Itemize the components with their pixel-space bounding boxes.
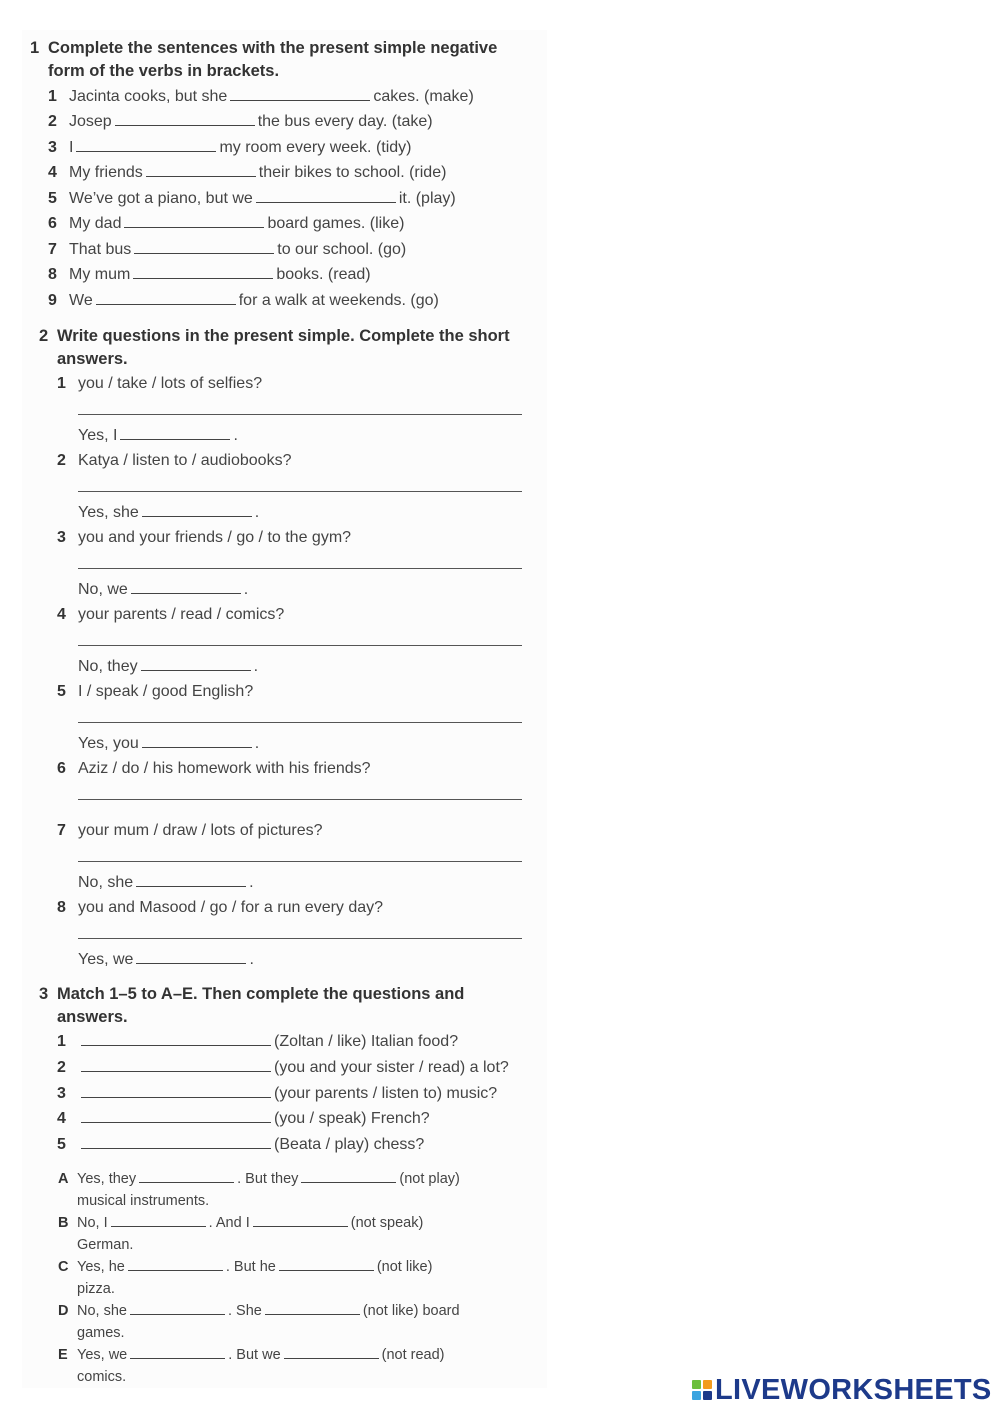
question-write-line[interactable]: [78, 414, 522, 415]
question-prompt: your mum / draw / lots of pictures?: [78, 822, 323, 839]
exercise-3-answer: [58, 1256, 433, 1300]
short-answer: [78, 656, 258, 677]
exercise-instruction: Match 1–5 to A–E. Then complete the questions and: [57, 985, 465, 1003]
exercise-2-question: [57, 759, 371, 779]
question-prompt: you and your friends / go / to the gym?: [78, 529, 352, 546]
answer-blank[interactable]: [120, 425, 230, 440]
answer-blank[interactable]: [136, 949, 246, 964]
answer-mid: . She: [227, 1303, 262, 1319]
answer-blank[interactable]: [81, 1057, 271, 1072]
question-write-line[interactable]: [78, 861, 522, 862]
item-number: 6: [48, 215, 57, 232]
answer-blank[interactable]: [76, 137, 216, 152]
item-number: 7: [57, 822, 66, 839]
logo-square-sky: [692, 1391, 701, 1400]
sentence-start: I: [69, 139, 74, 156]
short-answer-start: No, we: [78, 581, 128, 598]
exercise-1-title: [30, 37, 498, 83]
answer-blank[interactable]: [115, 111, 255, 126]
item-number: 2: [57, 452, 66, 469]
exercise-1-item: [48, 213, 404, 234]
full-stop: .: [254, 504, 260, 521]
answer-mid: . But they: [237, 1171, 299, 1187]
full-stop: .: [253, 658, 259, 675]
item-number: 3: [57, 1085, 66, 1102]
exercise-1-item: [48, 162, 446, 183]
sentence-end: to our school. (go): [277, 241, 407, 258]
exercise-3-answer: [58, 1212, 424, 1256]
question-prompt: (you and your sister / read) a lot?: [274, 1059, 509, 1076]
exercise-3-answer: [58, 1168, 460, 1212]
exercise-instruction: answers.: [57, 350, 128, 368]
exercise-1-item: [48, 188, 456, 209]
answer-line: [77, 1344, 445, 1366]
answer-end: (not speak): [350, 1215, 424, 1231]
answer-start: No, I: [77, 1215, 108, 1231]
exercise-1-item: [48, 239, 406, 260]
short-answer: [78, 502, 259, 523]
answer-start: Yes, he: [77, 1259, 125, 1275]
answer-blank[interactable]: [111, 1212, 206, 1227]
exercise-number: 1: [30, 39, 40, 57]
sentence-end: cakes. (make): [373, 88, 474, 105]
answer-end: (not like) board: [362, 1303, 460, 1319]
sentence-start: Josep: [69, 113, 112, 130]
question-prompt: you / take / lots of selfies?: [78, 375, 263, 392]
answer-blank[interactable]: [142, 502, 252, 517]
item-number: 1: [57, 375, 66, 392]
sentence-start: My dad: [69, 215, 122, 232]
item-number: 8: [57, 899, 66, 916]
exercise-2-question: [57, 451, 291, 471]
exercise-1-item: [48, 86, 474, 107]
exercise-3-title: [39, 983, 465, 1029]
answer-blank[interactable]: [124, 213, 264, 228]
exercise-number: 2: [39, 327, 49, 345]
question-write-line[interactable]: [78, 568, 522, 569]
item-number: 5: [48, 190, 57, 207]
answer-start: Yes, they: [77, 1171, 137, 1187]
exercise-3-answer: [58, 1344, 445, 1388]
answer-blank[interactable]: [146, 162, 256, 177]
short-answer: [78, 579, 248, 600]
answer-letter: E: [58, 1347, 68, 1363]
item-number: 8: [48, 266, 57, 283]
answer-blank[interactable]: [134, 239, 274, 254]
answer-blank[interactable]: [130, 1300, 225, 1315]
question-write-line[interactable]: [78, 938, 522, 939]
short-answer: [78, 733, 259, 754]
exercise-2-question: [57, 605, 284, 625]
answer-blank[interactable]: [230, 86, 370, 101]
exercise-3-question: [57, 1134, 424, 1155]
answer-blank[interactable]: [301, 1168, 396, 1183]
question-prompt: I / speak / good English?: [78, 683, 254, 700]
full-stop: .: [243, 581, 249, 598]
full-stop: .: [233, 427, 238, 444]
answer-blank[interactable]: [284, 1344, 379, 1359]
answer-line: [77, 1256, 432, 1278]
item-number: 4: [57, 1110, 66, 1127]
exercise-3-question: [57, 1031, 458, 1052]
short-answer: [78, 425, 238, 446]
question-write-line[interactable]: [78, 722, 522, 723]
item-number: 5: [57, 1136, 66, 1153]
answer-blank[interactable]: [265, 1300, 360, 1315]
question-prompt: Aziz / do / his homework with his friends?: [78, 760, 371, 777]
answer-blank[interactable]: [81, 1083, 271, 1098]
answer-wrap: musical instruments.: [77, 1193, 210, 1209]
exercise-instruction: form of the verbs in brackets.: [48, 62, 280, 80]
exercise-2-question: [57, 682, 253, 702]
answer-blank[interactable]: [130, 1344, 225, 1359]
answer-wrap: comics.: [77, 1369, 127, 1385]
answer-blank[interactable]: [141, 656, 251, 671]
exercise-2-question: [57, 528, 351, 548]
question-write-line[interactable]: [78, 491, 522, 492]
exercise-2-question: [57, 821, 323, 841]
exercise-instruction: answers.: [57, 1008, 128, 1026]
answer-line: [77, 1212, 423, 1234]
full-stop: .: [249, 951, 254, 968]
answer-start: No, she: [77, 1303, 127, 1319]
answer-blank[interactable]: [139, 1168, 234, 1183]
short-answer-start: No, they: [78, 658, 138, 675]
logo-square-blue: [703, 1391, 712, 1400]
item-number: 2: [57, 1059, 66, 1076]
answer-blank[interactable]: [253, 1212, 348, 1227]
logo-square-green: [692, 1380, 701, 1389]
exercise-1-item: [48, 290, 439, 311]
question-write-line[interactable]: [78, 799, 522, 800]
sentence-end: it. (play): [398, 190, 456, 207]
short-answer: [78, 872, 254, 893]
answer-wrap: German.: [77, 1237, 134, 1253]
exercise-2-question: [57, 374, 262, 394]
sentence-end: their bikes to school. (ride): [258, 164, 447, 181]
sentence-start: Jacinta cooks, but she: [69, 88, 228, 105]
question-prompt: (your parents / listen to) music?: [274, 1085, 498, 1102]
answer-end: (not read): [381, 1347, 445, 1363]
item-number: 3: [48, 139, 57, 156]
sentence-end: board games. (like): [267, 215, 405, 232]
exercise-2-question: [57, 898, 383, 918]
question-write-line[interactable]: [78, 645, 522, 646]
answer-mid: . But he: [225, 1259, 276, 1275]
answer-blank[interactable]: [131, 579, 241, 594]
answer-letter: D: [58, 1303, 69, 1319]
short-answer-start: Yes, you: [78, 735, 139, 752]
answer-blank[interactable]: [128, 1256, 223, 1271]
item-number: 1: [48, 88, 57, 105]
full-stop: .: [249, 874, 254, 891]
answer-blank[interactable]: [96, 290, 236, 305]
sentence-end: for a walk at weekends. (go): [238, 292, 439, 309]
answer-letter: A: [58, 1171, 69, 1187]
logo-text: LIVEWORKSHEETS: [715, 1373, 992, 1406]
answer-line: [77, 1300, 460, 1322]
full-stop: .: [254, 735, 260, 752]
sentence-start: My mum: [69, 266, 131, 283]
sentence-start: We: [69, 292, 93, 309]
exercise-3-answer: [58, 1300, 460, 1344]
answer-blank[interactable]: [81, 1108, 271, 1123]
sentence-end: my room every week. (tidy): [219, 139, 412, 156]
short-answer: [78, 949, 254, 970]
liveworksheets-logo-icon: [692, 1380, 712, 1400]
answer-start: Yes, we: [77, 1347, 128, 1363]
item-number: 9: [48, 292, 57, 309]
sentence-end: the bus every day. (take): [257, 113, 433, 130]
question-prompt: (you / speak) French?: [274, 1110, 430, 1127]
answer-blank[interactable]: [81, 1031, 271, 1046]
question-prompt: (Zoltan / like) Italian food?: [274, 1033, 459, 1050]
exercise-instruction: Complete the sentences with the present simple negative: [48, 39, 498, 57]
answer-wrap: pizza.: [77, 1281, 115, 1297]
exercise-number: 3: [39, 985, 49, 1003]
answer-blank[interactable]: [136, 872, 246, 887]
item-number: 5: [57, 683, 66, 700]
exercise-2-title: [39, 325, 510, 371]
short-answer-start: Yes, she: [78, 504, 139, 521]
exercise-instruction: Write questions in the present simple. Complete the short: [57, 327, 510, 345]
exercise-1-item: [48, 111, 433, 132]
answer-blank[interactable]: [142, 733, 252, 748]
liveworksheets-logo[interactable]: [692, 1374, 992, 1406]
exercise-3-question: [57, 1057, 509, 1078]
sentence-start: My friends: [69, 164, 143, 181]
item-number: 6: [57, 760, 66, 777]
answer-letter: B: [58, 1215, 69, 1231]
answer-mid: . But we: [228, 1347, 281, 1363]
item-number: 3: [57, 529, 66, 546]
question-prompt: Katya / listen to / audiobooks?: [78, 452, 292, 469]
exercise-3-question: [57, 1108, 430, 1129]
question-prompt: your parents / read / comics?: [78, 606, 285, 623]
sentence-start: We’ve got a piano, but we: [69, 190, 253, 207]
item-number: 7: [48, 241, 57, 258]
short-answer-start: No, she: [78, 874, 134, 891]
item-number: 1: [57, 1033, 66, 1050]
exercise-1-item: [48, 137, 412, 158]
answer-mid: . And I: [208, 1215, 250, 1231]
exercise-1-item: [48, 264, 371, 285]
question-prompt: you and Masood / go / for a run every day?: [78, 899, 384, 916]
logo-square-orange: [703, 1380, 712, 1389]
item-number: 4: [57, 606, 66, 623]
answer-blank[interactable]: [133, 264, 273, 279]
sentence-start: That bus: [69, 241, 132, 258]
question-prompt: (Beata / play) chess?: [274, 1136, 425, 1153]
answer-blank[interactable]: [279, 1256, 374, 1271]
answer-letter: C: [58, 1259, 69, 1275]
answer-line: [77, 1168, 460, 1190]
short-answer-start: Yes, I: [78, 427, 118, 444]
answer-blank[interactable]: [256, 188, 396, 203]
item-number: 4: [48, 164, 57, 181]
answer-blank[interactable]: [81, 1134, 271, 1149]
item-number: 2: [48, 113, 57, 130]
answer-wrap: games.: [77, 1325, 125, 1341]
sentence-end: books. (read): [276, 266, 371, 283]
short-answer-start: Yes, we: [78, 951, 134, 968]
answer-end: (not like): [376, 1259, 433, 1275]
exercise-3-question: [57, 1083, 497, 1104]
answer-end: (not play): [399, 1171, 460, 1187]
